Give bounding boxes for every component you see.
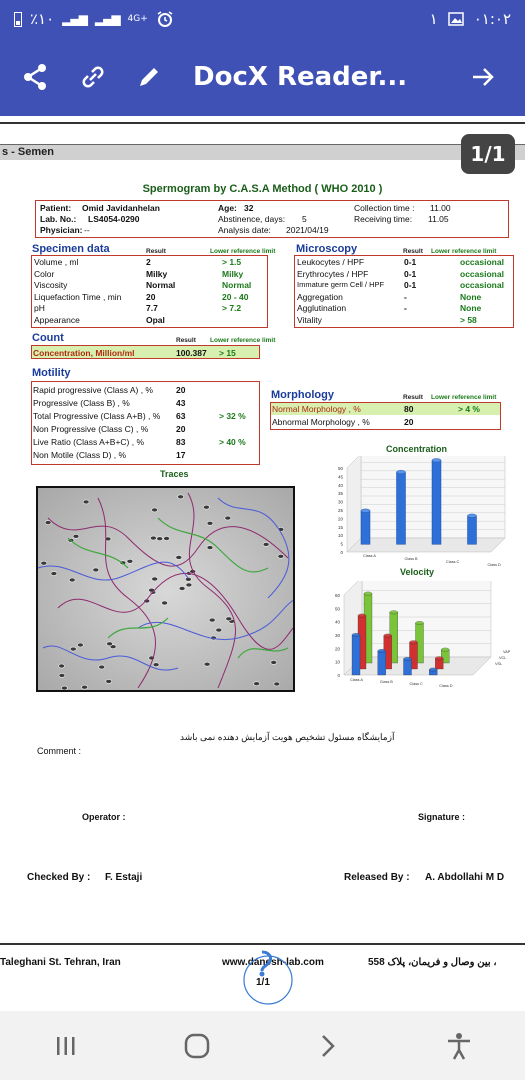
sperm-cell <box>216 628 222 632</box>
y-tick-label: 50 <box>334 606 340 612</box>
sperm-cell <box>93 568 99 572</box>
bar <box>468 516 477 545</box>
bar-cap <box>468 514 477 518</box>
motility-row-name: Non Progressive (Class C) , % <box>33 424 149 434</box>
morphology-col-ref: Lower reference limit <box>431 394 497 401</box>
footer-page-number: 1/1 <box>256 977 270 988</box>
recents-icon[interactable] <box>36 1021 96 1071</box>
microscopy-heading: Microscopy <box>296 243 358 255</box>
series-label: VAP <box>503 650 511 654</box>
microscopy-row-name: Vitality <box>297 314 322 325</box>
signal-icon: ▂▄▆ <box>62 12 87 26</box>
physician-label: Physician: <box>40 225 83 235</box>
sperm-cell <box>99 665 105 669</box>
notification-count: ١ <box>429 10 438 28</box>
morphology-col-result: Result <box>403 394 423 401</box>
floor <box>347 538 505 552</box>
sperm-cell <box>254 682 260 686</box>
disclaimer: آزمایشگاه مسئول تشخیص هویت آزمایش دهنده نمی باشد <box>180 732 395 742</box>
sperm-cell <box>225 516 231 520</box>
concentration-chart <box>325 456 517 568</box>
y-tick-label: 10 <box>334 659 340 665</box>
microscopy-row-result: - <box>404 291 407 302</box>
count-col-ref: Lower reference limit <box>210 337 276 344</box>
app-title: DocX Reader... <box>193 62 408 92</box>
age-label: Age: <box>218 203 237 213</box>
microscopy-row-result: 0-1 <box>404 280 417 290</box>
bar-cap <box>361 509 370 513</box>
sperm-cell <box>83 500 89 504</box>
labno-label: Lab. No.: <box>40 214 77 224</box>
x-tick-label: Class A <box>363 554 376 558</box>
motility-row-result: 83 <box>176 437 186 447</box>
sperm-cell <box>77 643 83 647</box>
system-nav-bar <box>0 1011 525 1080</box>
home-icon[interactable] <box>167 1021 227 1071</box>
microscopy-row-result: 0-1 <box>404 257 417 267</box>
labno-value: LS4054-0290 <box>88 214 140 224</box>
sperm-cell <box>178 495 184 499</box>
analysis-value: 2021/04/19 <box>286 225 329 235</box>
clock: ۰۱:۰۲ <box>473 10 511 28</box>
sperm-cell <box>70 647 76 651</box>
sperm-cell <box>204 662 210 666</box>
released-value: A. Abdollahi M D <box>425 872 505 883</box>
motility-row-name: Progressive (Class B) , % <box>33 398 130 408</box>
motility-row-name: Total Progressive (Class A+B) , % <box>33 411 161 421</box>
sperm-cell <box>127 559 133 563</box>
abstinence-value: 5 <box>302 214 307 224</box>
bar <box>352 635 360 675</box>
y-tick-label: 20 <box>334 646 340 652</box>
checked-label: Checked By : <box>27 872 91 883</box>
pencil-icon[interactable] <box>129 57 169 97</box>
sperm-cell <box>207 521 213 525</box>
sperm-cell <box>176 555 182 559</box>
microscopy-row-ref: occasional <box>460 268 504 279</box>
velocity-chart <box>324 581 517 693</box>
specimen-row-name: Volume , ml <box>34 257 79 267</box>
sperm-cell <box>185 577 191 581</box>
motility-row-name: Live Ratio (Class A+B+C) , % <box>33 437 145 447</box>
specimen-row-result: 7.7 <box>146 303 158 313</box>
sperm-cell <box>186 583 192 587</box>
sperm-cell <box>107 642 113 646</box>
receiving-label: Receiving time: <box>354 214 413 224</box>
bar <box>397 472 406 544</box>
y-tick-label: 35 <box>337 491 343 497</box>
bar <box>361 511 370 545</box>
specimen-row-name: pH <box>34 303 45 313</box>
comment-label: Comment : <box>37 746 82 756</box>
specimen-row-name: Appearance <box>34 314 80 325</box>
series-label: VSL <box>495 662 503 666</box>
footer-address-en: Taleghani St. Tehran, Iran <box>0 957 121 968</box>
y-tick-label: 60 <box>334 593 340 598</box>
microscopy-row-name: Aggregation <box>297 291 343 302</box>
bar-cap <box>441 648 449 652</box>
microscopy-row-name: Erythrocytes / HPF <box>297 268 369 279</box>
specimen-row-name: Liquefaction Time , min <box>34 291 122 302</box>
abstinence-label: Abstinence, days: <box>218 214 286 224</box>
sperm-cell <box>152 577 158 581</box>
microscopy-row-name: Immature germ Cell / HPF <box>297 280 385 289</box>
collection-label: Collection time : <box>354 203 415 213</box>
sperm-cell <box>203 505 209 509</box>
footer-website[interactable]: www.danesh-lab.com <box>222 957 324 968</box>
image-icon <box>448 12 464 26</box>
sperm-cell <box>207 546 213 550</box>
sperm-cell <box>69 578 75 582</box>
battery-percent: ٪۱۰ <box>30 10 55 28</box>
x-tick-label: Class B <box>379 680 393 684</box>
y-tick-label: 25 <box>337 508 343 513</box>
lab-logo <box>240 946 296 1006</box>
receiving-value: 11.05 <box>428 214 449 224</box>
count-heading: Count <box>32 332 64 344</box>
velocity-title: Velocity <box>400 567 435 577</box>
specimen-row-ref: 20 - 40 <box>222 291 249 302</box>
count-name: Concentration, Million/ml <box>33 348 135 358</box>
status-bar <box>0 0 525 38</box>
sperm-cell <box>274 682 280 686</box>
signal-icon-2: ▂▄▆ <box>94 12 120 26</box>
sperm-cell <box>209 618 215 622</box>
motility-row-name: Rapid progressive (Class A) , % <box>33 385 153 395</box>
x-tick-label: Class C <box>409 682 423 686</box>
bar-cap <box>384 634 392 638</box>
sperm-cell <box>41 561 47 565</box>
x-tick-label: Class A <box>350 678 363 682</box>
y-tick-label: 0 <box>340 550 343 555</box>
sperm-cell <box>152 508 158 512</box>
traces-title: Traces <box>160 469 189 479</box>
link-icon[interactable] <box>73 57 113 97</box>
sperm-cell <box>73 534 79 538</box>
morphology-row-name: Normal Morphology , % <box>272 404 361 414</box>
specimen-row-result: 20 <box>146 291 156 302</box>
alarm-icon <box>156 10 174 28</box>
sperm-cell <box>153 663 159 667</box>
microscopy-row-result: - <box>404 303 407 313</box>
microscopy-row-ref: > 58 <box>460 314 477 325</box>
specimen-row-ref: > 1.5 <box>222 257 242 267</box>
y-tick-label: 40 <box>334 619 340 625</box>
footer-address-fa: ، بین وصال و فریمان، پلاک 558 <box>368 957 497 968</box>
motility-row-name: Non Motile (Class D) , % <box>33 450 127 460</box>
count-result: 100.387 <box>176 348 207 358</box>
bar-cap <box>416 621 424 625</box>
sperm-cell <box>150 536 156 540</box>
share-icon[interactable] <box>15 57 55 97</box>
document-view[interactable] <box>0 116 525 1011</box>
sperm-cell <box>179 587 185 591</box>
sperm-cell <box>59 673 65 677</box>
sperm-cell <box>106 679 112 683</box>
collection-value: 11.00 <box>430 203 451 213</box>
specimen-row-result: Normal <box>146 280 176 290</box>
checked-value: F. Estaji <box>105 872 143 883</box>
y-tick-label: 0 <box>337 673 340 678</box>
specimen-row-result: Milky <box>146 268 168 279</box>
microscopy-row-ref: None <box>460 291 482 302</box>
motility-row-result: 63 <box>176 411 186 421</box>
physician-value: -- <box>84 225 90 235</box>
bar <box>378 651 386 675</box>
concentration-title: Concentration <box>386 444 448 454</box>
accessibility-icon[interactable] <box>429 1021 489 1071</box>
operator-label: Operator : <box>82 812 126 822</box>
doc-divider <box>0 122 525 124</box>
section-band: s - Semen <box>0 144 525 160</box>
bar-cap <box>410 641 418 645</box>
microscopy-row-name: Leukocytes / HPF <box>297 257 365 267</box>
morphology-row-name: Abnormal Morphology , % <box>272 417 370 427</box>
sperm-cell <box>278 554 284 558</box>
bar-cap <box>404 657 412 661</box>
traces-image <box>36 486 295 692</box>
bar-cap <box>435 657 443 661</box>
bar-cap <box>378 649 386 653</box>
sperm-cell <box>82 685 88 689</box>
microscopy-row-name: Agglutination <box>297 303 347 313</box>
sperm-cell <box>45 521 51 525</box>
specimen-row-result: Opal <box>146 314 165 325</box>
arrow-right-icon[interactable] <box>463 57 503 97</box>
y-tick-label: 50 <box>337 466 343 471</box>
network-type: 4G+ <box>127 13 148 24</box>
specimen-row-ref: Normal <box>222 280 252 290</box>
y-tick-label: 30 <box>337 499 343 505</box>
age-value: 32 <box>244 203 254 213</box>
sperm-cell <box>59 664 65 668</box>
sperm-cell <box>164 537 170 541</box>
patient-value: Omid Javidanhelan <box>82 203 160 213</box>
specimen-col-result: Result <box>146 248 166 255</box>
microscopy-col-result: Result <box>403 248 423 255</box>
series-label: VCL <box>499 656 507 660</box>
y-tick-label: 15 <box>337 524 343 530</box>
y-tick-label: 30 <box>334 633 340 638</box>
patient-label: Patient: <box>40 203 72 213</box>
y-tick-label: 45 <box>337 474 343 480</box>
bar <box>432 460 441 544</box>
motility-row-result: 17 <box>176 450 186 460</box>
x-tick-label: Class B <box>404 557 418 561</box>
morphology-row-result: 80 <box>404 404 414 414</box>
specimen-row-ref: > 7.2 <box>222 303 242 313</box>
specimen-row-name: Viscosity <box>34 280 68 290</box>
motility-row-result: 43 <box>176 398 186 408</box>
specimen-heading: Specimen data <box>32 243 110 255</box>
signature-label: Signature : <box>418 812 466 822</box>
x-tick-label: Class C <box>446 560 460 564</box>
sperm-cell <box>157 537 163 541</box>
count-col-result: Result <box>176 337 196 344</box>
footer-divider <box>0 943 525 945</box>
bar-cap <box>352 633 360 637</box>
morphology-heading: Morphology <box>271 389 334 401</box>
motility-row-result: 20 <box>176 424 186 434</box>
side-wall <box>347 456 361 552</box>
microscopy-row-ref: occasional <box>460 257 504 267</box>
sperm-cell <box>162 601 168 605</box>
specimen-row-ref: Milky <box>222 268 244 279</box>
microscopy-row-result: 0-1 <box>404 268 417 279</box>
page-badge: 1/1 <box>461 134 515 174</box>
specimen-row-name: Color <box>34 268 55 279</box>
bar-cap <box>429 668 437 672</box>
specimen-col-ref: Lower reference limit <box>210 248 276 255</box>
motility-row-ref: > 40 % <box>219 437 246 447</box>
morphology-row-ref: > 4 % <box>458 404 480 414</box>
app-bar <box>0 38 525 116</box>
battery-icon <box>14 12 22 27</box>
sperm-cell <box>263 542 269 546</box>
bar-cap <box>364 592 372 596</box>
back-chevron-icon[interactable] <box>298 1021 358 1071</box>
x-tick-label: Class D <box>487 563 501 567</box>
microscopy-row-ref: None <box>460 303 482 313</box>
motility-heading: Motility <box>32 367 71 379</box>
sperm-cell <box>271 660 277 664</box>
count-ref: > 15 <box>219 348 236 358</box>
bar <box>404 659 412 675</box>
y-tick-label: 10 <box>337 533 343 539</box>
x-tick-label: Class D <box>439 684 453 688</box>
bar-cap <box>432 459 441 463</box>
bar-cap <box>358 614 366 618</box>
sperm-cell <box>226 617 232 621</box>
back-wall <box>362 581 491 657</box>
microscopy-col-ref: Lower reference limit <box>431 248 497 255</box>
analysis-label: Analysis date: <box>218 225 271 235</box>
microscopy-row-ref: occasional <box>460 280 504 290</box>
released-label: Released By : <box>344 872 410 883</box>
report-title: Spermogram by C.A.S.A Method ( WHO 2010 ) <box>142 183 383 195</box>
morphology-row-result: 20 <box>404 417 414 427</box>
sperm-cell <box>61 686 67 690</box>
y-tick-label: 20 <box>337 516 343 522</box>
y-tick-label: 40 <box>337 482 343 488</box>
specimen-row-result: 2 <box>146 257 151 267</box>
bar-cap <box>397 470 406 474</box>
y-tick-label: 5 <box>340 541 343 547</box>
motility-row-result: 20 <box>176 385 186 395</box>
bar-cap <box>390 611 398 615</box>
sperm-cell <box>51 572 57 576</box>
motility-row-ref: > 32 % <box>219 411 246 421</box>
